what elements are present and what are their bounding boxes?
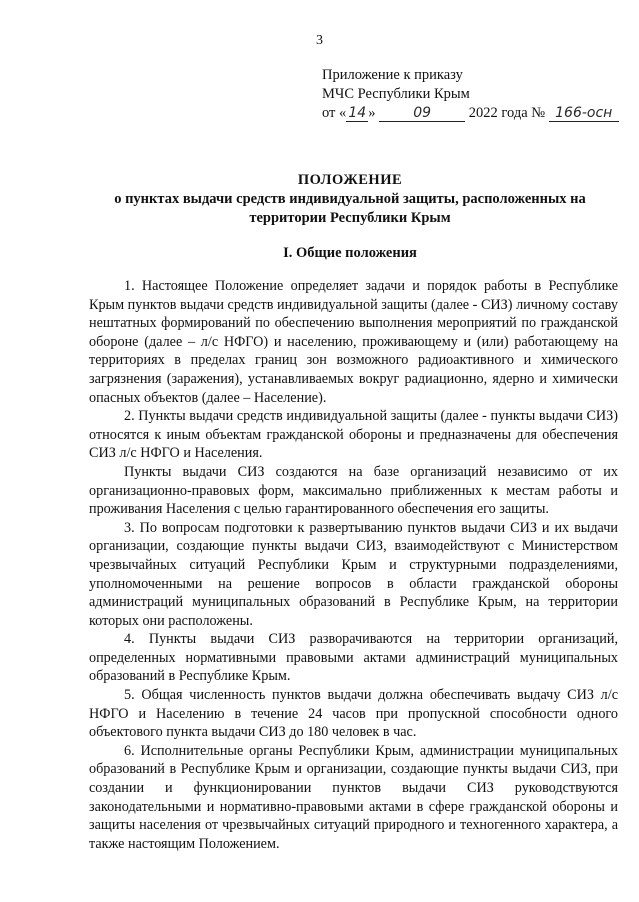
paragraph-2-continuation: Пункты выдачи СИЗ создаются на базе организаций независимо от их организационно-правовых форм, максимально приближенных к местам работы и проживания Населения с целью гарантированного обеспечения его защиты. xyxy=(89,463,618,518)
page-number: 3 xyxy=(316,33,323,48)
title-main: ПОЛОЖЕНИЕ xyxy=(297,172,403,188)
paragraph-6: 6. Исполнительные органы Республики Крым, администрации муниципальных образований в Республике Крым и организации, создающие пункты выдачи СИЗ, при создании и функционировании пунктов выдачи СИЗ руководствуются законодательными и нормативно-правовыми актами в сфере гражданской обороны и защиты населения от чрезвычайных ситуаций природного и техногенного характера, а также настоящим Положением. xyxy=(89,742,618,852)
date-prefix: от « xyxy=(322,105,347,121)
handwritten-order-number: 166-осн xyxy=(549,106,619,122)
appendix-line: Приложение к приказу xyxy=(322,67,463,83)
title-line-2: о пунктах выдачи средств индивидуальной защиты, расположенных на xyxy=(114,191,586,207)
paragraph-3: 3. По вопросам подготовки к развертыванию пунктов выдачи СИЗ и их выдачи организации, создающие пункты выдачи СИЗ, взаимодействуют с Министерством чрезвычайных ситуаций Республики Крым и структурными подразделениями, уполномоченными на решение вопросов в области гражданской обороны администраций муниципальных образований в Республике Крым, на территории которых они расположены. xyxy=(89,519,618,629)
document-body xyxy=(89,277,618,853)
order-date-line xyxy=(322,104,619,123)
paragraph-2: 2. Пункты выдачи средств индивидуальной защиты (далее - пункты выдачи СИЗ) относятся к иным объектам гражданской обороны и предназначены для обеспечения СИЗ л/с НФГО и Населения. xyxy=(89,408,618,462)
document-title xyxy=(60,171,639,228)
handwritten-day: 14 xyxy=(346,106,368,122)
date-quote-close: » xyxy=(368,105,376,121)
paragraph-4: 4. Пункты выдачи СИЗ разворачиваются на территории организаций, определенных нормативными правовыми актами администраций муниципальных образований в Республике Крым. xyxy=(89,631,618,685)
section-heading: I. Общие положения xyxy=(283,245,417,261)
paragraph-1: 1. Настоящее Положение определяет задачи и порядок работы в Республике Крым пунктов выдачи средств индивидуальной защиты (далее - СИЗ) личному составу нештатных формирований по обеспечению выполнения мероприятий по гражданской обороне (далее – л/с НФГО) и населению, проживающему и (или) работающему на территориях в пределах границ зон возможного радиоактивного и химического загрязнения (заражения), устанавливаемых вокруг радиационно, ядерно и химически опасных объектов (далее – Население). xyxy=(89,278,618,406)
ministry-line: МЧС Республики Крым xyxy=(322,86,470,102)
title-line-3: территории Республики Крым xyxy=(249,210,451,226)
year-and-number-label: 2022 года № xyxy=(468,105,546,121)
order-appendix-header xyxy=(322,66,619,123)
paragraph-5: 5. Общая численность пунктов выдачи должна обеспечивать выдачу СИЗ л/с НФГО и Населению в течение 24 часов при пропускной способности одного объектового пункта выдачи СИЗ до 180 человек в час. xyxy=(89,687,618,741)
handwritten-month: 09 xyxy=(379,106,465,122)
